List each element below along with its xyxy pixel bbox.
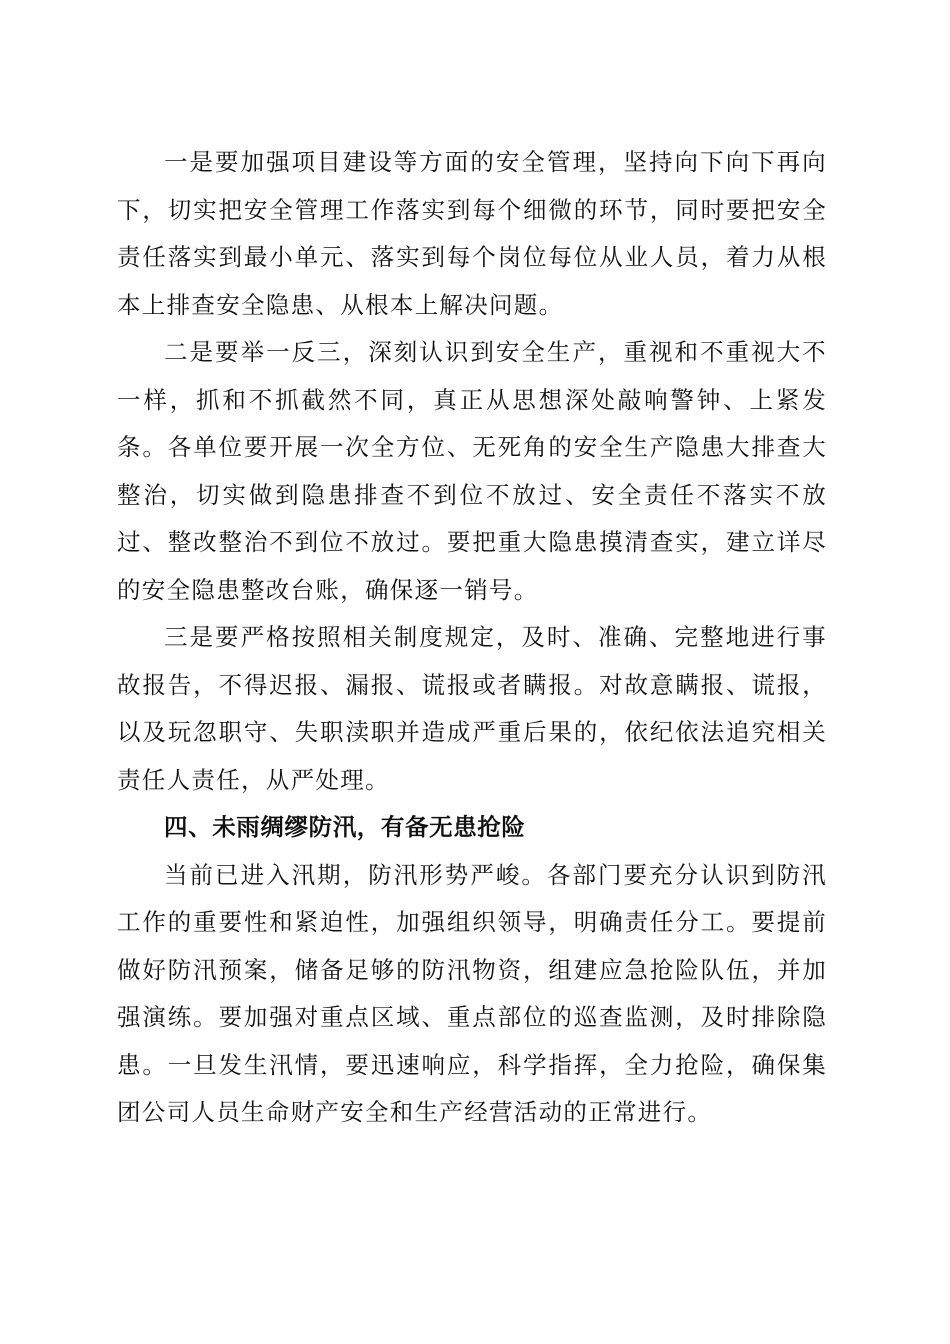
section-heading-flood-control: 四、未雨绸缪防汛，有备无患抢险 [164, 813, 526, 841]
paragraph-safety-management: 一是要加强项目建设等方面的安全管理，坚持向下向下再向下，切实把安全管理工作落实到每个细微的环节，同时要把安全责任落实到最小单元、落实到每个岗位每位从业人员，着力从根本上排查安全隐患、从根本上解决问题。 [117, 148, 827, 319]
paragraph-hazard-inspection: 二是要举一反三，深刻认识到安全生产，重视和不重视大不一样，抓和不抓截然不同，真正从思想深处敲响警钟、上紧发条。各单位要开展一次全方位、无死角的安全生产隐患大排查大整治，切实做到隐患排查不到位不放过、安全责任不落实不放过、整改整治不到位不放过。要把重大隐患摸清查实，建立详尽的安全隐患整改台账，确保逐一销号。 [117, 338, 827, 604]
paragraph-accident-reporting: 三是要严格按照相关制度规定，及时、准确、完整地进行事故报告，不得迟报、漏报、谎报或者瞒报。对故意瞒报、谎报，以及玩忽职守、失职渎职并造成严重后果的，依纪依法追究相关责任人责任，从严处理。 [117, 623, 827, 794]
paragraph-flood-control: 当前已进入汛期，防汛形势严峻。各部门要充分认识到防汛工作的重要性和紧迫性，加强组织领导，明确责任分工。要提前做好防汛预案，储备足够的防汛物资，组建应急抢险队伍，并加强演练。要加强对重点区域、重点部位的巡查监测，及时排除隐患。一旦发生汛情，要迅速响应，科学指挥，全力抢险，确保集团公司人员生命财产安全和生产经营活动的正常进行。 [117, 860, 827, 1126]
document-body [117, 139, 827, 1137]
